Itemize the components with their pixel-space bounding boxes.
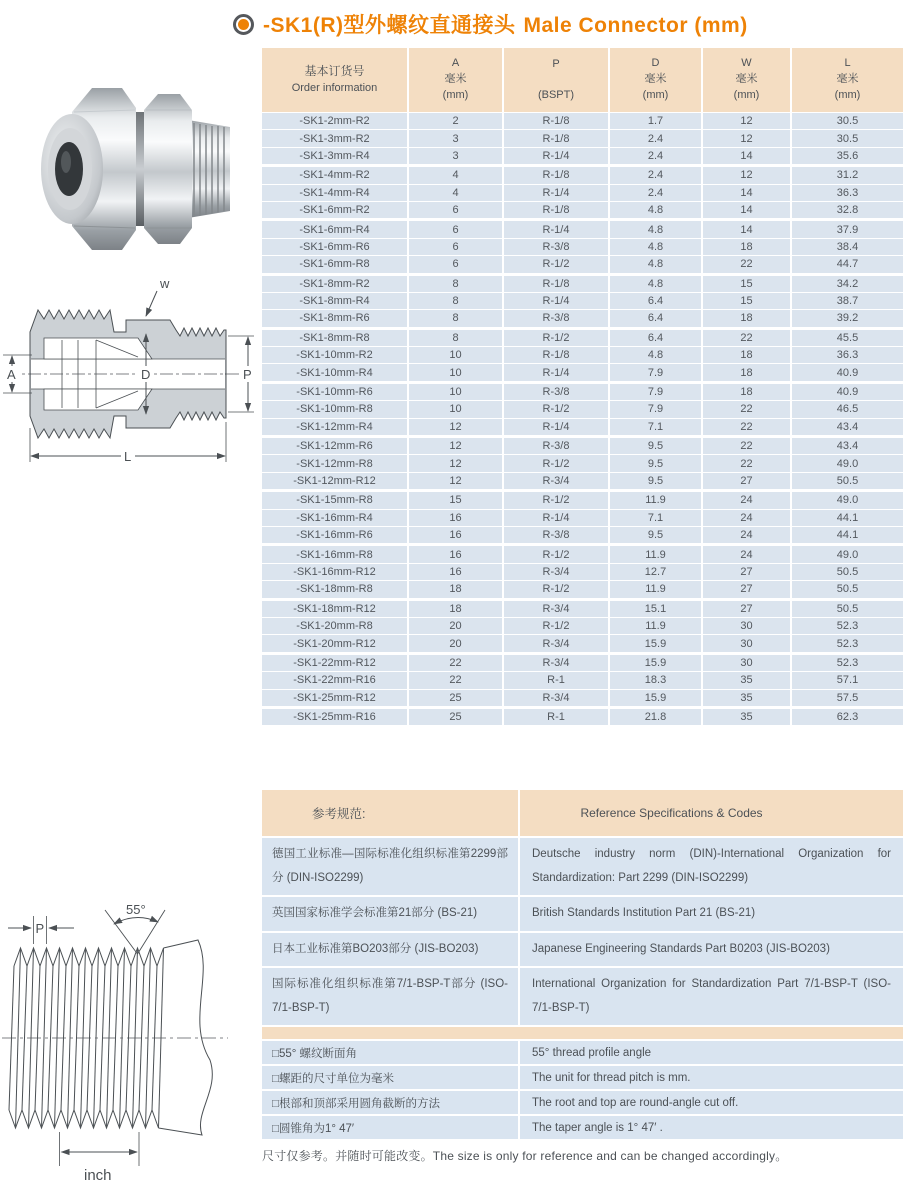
spec-cell: 49.0 [792, 546, 903, 562]
spec-cell: 18 [703, 310, 790, 326]
spec-cell: 18 [703, 347, 790, 363]
spec-row [262, 401, 903, 417]
spec-row [262, 455, 903, 471]
spec-cell: 37.9 [792, 221, 903, 237]
spec-row [262, 239, 903, 255]
spec-cell: 24 [703, 492, 790, 508]
spec-cell: 43.4 [792, 419, 903, 435]
spec-cell: R-1/2 [504, 546, 608, 562]
spec-cell: R-3/4 [504, 635, 608, 651]
spec-cell: 49.0 [792, 492, 903, 508]
disclaimer-text: 尺寸仅参考。并随时可能改变。The size is only for reference and can be changed accordingly。 [262, 1149, 788, 1164]
spec-cell: 39.2 [792, 310, 903, 326]
spec-row [262, 148, 903, 164]
product-photo [22, 64, 238, 281]
spec-cell: -SK1-16mm-R4 [262, 510, 407, 526]
note-row-en: The root and top are round-angle cut off. [520, 1091, 903, 1114]
spec-cell: 27 [703, 581, 790, 597]
spec-cell: 8 [409, 310, 502, 326]
spec-cell: 22 [409, 672, 502, 688]
spec-cell: 11.9 [610, 618, 701, 634]
spec-cell: 18 [703, 364, 790, 380]
spec-cell: -SK1-10mm-R8 [262, 401, 407, 417]
spec-cell: 4.8 [610, 276, 701, 292]
dim-label-w: w [160, 276, 170, 291]
spec-cell: 6 [409, 221, 502, 237]
spec-cell: 27 [703, 564, 790, 580]
spec-cell: 24 [703, 546, 790, 562]
spec-cell: 32.8 [792, 202, 903, 218]
spec-cell: -SK1-15mm-R8 [262, 492, 407, 508]
spec-cell: 6.4 [610, 330, 701, 346]
spec-cell: 52.3 [792, 635, 903, 651]
reference-divider [262, 1027, 903, 1039]
spec-cell: R-3/4 [504, 655, 608, 671]
spec-cell: 6 [409, 256, 502, 272]
spec-cell: R-1 [504, 709, 608, 725]
spec-cell: 24 [703, 510, 790, 526]
spec-cell: -SK1-22mm-R12 [262, 655, 407, 671]
spec-cell: -SK1-20mm-R12 [262, 635, 407, 651]
spec-cell: 30 [703, 635, 790, 651]
spec-cell: 44.7 [792, 256, 903, 272]
reference-header [262, 790, 903, 836]
spec-cell: -SK1-16mm-R8 [262, 546, 407, 562]
spec-cell: 15.9 [610, 655, 701, 671]
spec-cell: 44.1 [792, 527, 903, 543]
spec-cell: 6 [409, 239, 502, 255]
spec-cell: 27 [703, 601, 790, 617]
spec-cell: R-1 [504, 672, 608, 688]
spec-cell: 49.0 [792, 455, 903, 471]
spec-row [262, 492, 903, 508]
spec-cell: 4.8 [610, 239, 701, 255]
spec-cell: R-3/8 [504, 527, 608, 543]
spec-cell: 12 [409, 419, 502, 435]
spec-cell: 30.5 [792, 130, 903, 146]
spec-header-cell: 基本订货号 Order information [262, 48, 407, 112]
spec-cell: -SK1-6mm-R4 [262, 221, 407, 237]
spec-cell: R-1/2 [504, 618, 608, 634]
spec-cell: -SK1-8mm-R8 [262, 330, 407, 346]
spec-cell: 10 [409, 384, 502, 400]
spec-cell: 50.5 [792, 473, 903, 489]
spec-cell: 18 [409, 601, 502, 617]
spec-header-cell: W 毫米 (mm) [703, 48, 790, 112]
reference-row [262, 933, 903, 967]
spec-row [262, 473, 903, 489]
spec-cell: R-1/8 [504, 113, 608, 129]
spec-cell: 27 [703, 473, 790, 489]
reference-row [262, 968, 903, 1025]
spec-cell: 2.4 [610, 148, 701, 164]
spec-cell: 30 [703, 655, 790, 671]
spec-cell: 46.5 [792, 401, 903, 417]
spec-cell: 30 [703, 618, 790, 634]
spec-cell: 24 [703, 527, 790, 543]
spec-cell: -SK1-8mm-R2 [262, 276, 407, 292]
spec-cell: 15.1 [610, 601, 701, 617]
spec-cell: 9.5 [610, 438, 701, 454]
spec-cell: 22 [703, 256, 790, 272]
spec-row [262, 672, 903, 688]
spec-cell: -SK1-25mm-R16 [262, 709, 407, 725]
spec-cell: 21.8 [610, 709, 701, 725]
spec-cell: 52.3 [792, 618, 903, 634]
spec-cell: 12 [409, 473, 502, 489]
spec-cell: 16 [409, 564, 502, 580]
spec-row [262, 167, 903, 183]
spec-cell: 4 [409, 167, 502, 183]
thread-label-pitch: P [35, 921, 45, 936]
spec-cell: 14 [703, 148, 790, 164]
reference-notes [262, 1041, 903, 1139]
spec-row [262, 185, 903, 201]
dim-label-p: P [243, 367, 252, 382]
spec-row [262, 276, 903, 292]
note-row-en: The unit for thread pitch is mm. [520, 1066, 903, 1089]
note-row [262, 1066, 903, 1089]
spec-cell: 10 [409, 364, 502, 380]
spec-header-cell: L 毫米 (mm) [792, 48, 903, 112]
spec-cell: 50.5 [792, 564, 903, 580]
spec-row [262, 618, 903, 634]
spec-row [262, 330, 903, 346]
note-row-cn: □圆锥角为1° 47′ [262, 1116, 518, 1139]
spec-row [262, 347, 903, 363]
spec-cell: 40.9 [792, 364, 903, 380]
spec-row [262, 293, 903, 309]
spec-table-body [262, 113, 903, 725]
spec-cell: -SK1-6mm-R6 [262, 239, 407, 255]
spec-cell: -SK1-22mm-R16 [262, 672, 407, 688]
spec-cell: 36.3 [792, 185, 903, 201]
spec-cell: R-1/4 [504, 364, 608, 380]
spec-cell: 12 [409, 438, 502, 454]
spec-row [262, 419, 903, 435]
spec-cell: R-1/8 [504, 276, 608, 292]
spec-cell: R-1/2 [504, 256, 608, 272]
spec-cell: 18 [409, 581, 502, 597]
dim-label-d: D [141, 367, 151, 382]
spec-cell: R-1/2 [504, 492, 608, 508]
spec-cell: 8 [409, 276, 502, 292]
dim-label-a: A [7, 367, 16, 382]
spec-cell: -SK1-8mm-R4 [262, 293, 407, 309]
thread-label-inch: inch [84, 1167, 112, 1184]
spec-row [262, 546, 903, 562]
note-row [262, 1091, 903, 1114]
spec-cell: R-3/8 [504, 384, 608, 400]
spec-cell: 15 [703, 293, 790, 309]
page-title-text [263, 9, 748, 39]
spec-cell: 34.2 [792, 276, 903, 292]
spec-cell: 22 [703, 330, 790, 346]
spec-cell: 25 [409, 690, 502, 706]
spec-cell: -SK1-6mm-R2 [262, 202, 407, 218]
spec-row [262, 364, 903, 380]
spec-cell: -SK1-16mm-R12 [262, 564, 407, 580]
spec-cell: 4 [409, 185, 502, 201]
spec-row [262, 635, 903, 651]
title-en: Male Connector (mm) [523, 14, 748, 37]
spec-cell: 7.9 [610, 384, 701, 400]
spec-table [262, 48, 903, 726]
spec-cell: 9.5 [610, 473, 701, 489]
spec-cell: 1.7 [610, 113, 701, 129]
spec-cell: -SK1-12mm-R4 [262, 419, 407, 435]
spec-cell: 22 [703, 438, 790, 454]
spec-cell: R-1/4 [504, 221, 608, 237]
reference-header-en: Reference Specifications & Codes [520, 790, 903, 836]
spec-cell: R-1/2 [504, 330, 608, 346]
spec-cell: -SK1-25mm-R12 [262, 690, 407, 706]
spec-cell: 2.4 [610, 167, 701, 183]
spec-cell: 7.9 [610, 401, 701, 417]
note-row-cn: □螺距的尺寸单位为毫米 [262, 1066, 518, 1089]
spec-cell: 35 [703, 690, 790, 706]
spec-cell: 4.8 [610, 221, 701, 237]
spec-cell: 4.8 [610, 256, 701, 272]
spec-cell: -SK1-12mm-R12 [262, 473, 407, 489]
spec-row [262, 655, 903, 671]
spec-cell: 45.5 [792, 330, 903, 346]
reference-row-en: Japanese Engineering Standards Part B0203 (JIS-BO203) [520, 933, 903, 967]
spec-cell: 10 [409, 401, 502, 417]
spec-cell: 12 [703, 113, 790, 129]
spec-cell: 14 [703, 202, 790, 218]
spec-cell: 25 [409, 709, 502, 725]
spec-cell: 16 [409, 510, 502, 526]
spec-header-cell: D 毫米 (mm) [610, 48, 701, 112]
reference-row-en: International Organization for Standardization Part 7/1-BSP-T (ISO-7/1-BSP-T) [520, 968, 903, 1025]
spec-row [262, 256, 903, 272]
spec-cell: 15 [703, 276, 790, 292]
spec-cell: R-3/4 [504, 564, 608, 580]
spec-cell: 62.3 [792, 709, 903, 725]
thread-label-angle: 55° [126, 902, 146, 917]
spec-cell: -SK1-18mm-R8 [262, 581, 407, 597]
reference-header-cn: 参考规范: [262, 790, 518, 836]
spec-row [262, 601, 903, 617]
spec-cell: 2 [409, 113, 502, 129]
spec-cell: 7.1 [610, 419, 701, 435]
spec-row [262, 130, 903, 146]
spec-cell: 14 [703, 221, 790, 237]
reference-row-cn: 德国工业标准—国际标准化组织标准第2299部分 (DIN-ISO2299) [262, 838, 518, 895]
reference-row-cn: 日本工业标准第BO203部分 (JIS-BO203) [262, 933, 518, 967]
spec-cell: 4.8 [610, 202, 701, 218]
spec-cell: 12.7 [610, 564, 701, 580]
spec-cell: -SK1-12mm-R8 [262, 455, 407, 471]
spec-cell: 20 [409, 635, 502, 651]
spec-cell: 16 [409, 527, 502, 543]
spec-cell: 43.4 [792, 438, 903, 454]
spec-cell: 15 [409, 492, 502, 508]
spec-cell: -SK1-10mm-R2 [262, 347, 407, 363]
spec-cell: 16 [409, 546, 502, 562]
spec-cell: 35 [703, 709, 790, 725]
spec-cell: 12 [703, 167, 790, 183]
spec-cell: R-1/2 [504, 401, 608, 417]
spec-row [262, 564, 903, 580]
spec-cell: 35.6 [792, 148, 903, 164]
spec-cell: 7.1 [610, 510, 701, 526]
bullet-icon [233, 14, 254, 35]
spec-cell: 8 [409, 293, 502, 309]
spec-cell: 22 [703, 455, 790, 471]
spec-cell: -SK1-4mm-R2 [262, 167, 407, 183]
spec-row [262, 202, 903, 218]
thread-diagram [2, 890, 232, 1193]
spec-cell: 57.5 [792, 690, 903, 706]
spec-cell: 22 [409, 655, 502, 671]
spec-cell: 57.1 [792, 672, 903, 688]
note-row-cn: □55° 螺纹断面角 [262, 1041, 518, 1064]
spec-cell: 15.9 [610, 690, 701, 706]
title-cn: -SK1(R)型外螺纹直通接头 [263, 14, 516, 37]
spec-cell: 11.9 [610, 492, 701, 508]
spec-cell: 38.7 [792, 293, 903, 309]
spec-cell: -SK1-8mm-R6 [262, 310, 407, 326]
spec-cell: R-1/8 [504, 130, 608, 146]
spec-cell: 2.4 [610, 185, 701, 201]
spec-cell: 30.5 [792, 113, 903, 129]
spec-row [262, 438, 903, 454]
spec-cell: 31.2 [792, 167, 903, 183]
spec-cell: 22 [703, 401, 790, 417]
reference-rows [262, 838, 903, 1025]
spec-cell: 52.3 [792, 655, 903, 671]
spec-cell: 40.9 [792, 384, 903, 400]
spec-cell: -SK1-10mm-R6 [262, 384, 407, 400]
spec-cell: 11.9 [610, 581, 701, 597]
spec-cell: 4.8 [610, 347, 701, 363]
spec-row [262, 709, 903, 725]
spec-cell: R-3/4 [504, 473, 608, 489]
spec-row [262, 690, 903, 706]
spec-cell: R-3/8 [504, 310, 608, 326]
spec-row [262, 384, 903, 400]
spec-cell: 44.1 [792, 510, 903, 526]
spec-cell: 3 [409, 130, 502, 146]
spec-cell: R-1/2 [504, 581, 608, 597]
spec-cell: R-1/8 [504, 167, 608, 183]
spec-cell: R-1/4 [504, 510, 608, 526]
spec-cell: R-1/4 [504, 293, 608, 309]
spec-cell: R-3/8 [504, 438, 608, 454]
spec-cell: R-1/4 [504, 148, 608, 164]
reference-row-en: British Standards Institution Part 21 (BS-21) [520, 897, 903, 931]
spec-cell: 20 [409, 618, 502, 634]
spec-cell: 38.4 [792, 239, 903, 255]
spec-cell: -SK1-2mm-R2 [262, 113, 407, 129]
spec-cell: 11.9 [610, 546, 701, 562]
spec-cell: -SK1-3mm-R4 [262, 148, 407, 164]
spec-cell: 22 [703, 419, 790, 435]
spec-cell: -SK1-3mm-R2 [262, 130, 407, 146]
spec-cell: 18 [703, 384, 790, 400]
spec-cell: 18 [703, 239, 790, 255]
spec-cell: 8 [409, 330, 502, 346]
note-row-cn: □根部和顶部采用圆角截断的方法 [262, 1091, 518, 1114]
spec-cell: R-3/4 [504, 601, 608, 617]
spec-cell: 3 [409, 148, 502, 164]
spec-row [262, 310, 903, 326]
spec-cell: 36.3 [792, 347, 903, 363]
spec-cell: R-1/8 [504, 347, 608, 363]
spec-cell: -SK1-16mm-R6 [262, 527, 407, 543]
spec-cell: R-3/4 [504, 690, 608, 706]
spec-cell: 6.4 [610, 310, 701, 326]
spec-cell: 12 [409, 455, 502, 471]
spec-cell: R-1/4 [504, 419, 608, 435]
spec-cell: 6.4 [610, 293, 701, 309]
note-row-en: 55° thread profile angle [520, 1041, 903, 1064]
page-title [233, 9, 748, 39]
spec-cell: -SK1-4mm-R4 [262, 185, 407, 201]
spec-cell: 7.9 [610, 364, 701, 380]
spec-cell: -SK1-6mm-R8 [262, 256, 407, 272]
spec-cell: 14 [703, 185, 790, 201]
spec-row [262, 113, 903, 129]
dim-label-l: L [124, 449, 132, 464]
spec-cell: 9.5 [610, 527, 701, 543]
reference-row [262, 897, 903, 931]
spec-cell: 9.5 [610, 455, 701, 471]
spec-header-cell: P (BSPT) [504, 48, 608, 112]
spec-cell: R-3/8 [504, 239, 608, 255]
spec-cell: -SK1-10mm-R4 [262, 364, 407, 380]
reference-row-cn: 国际标准化组织标准第7/1-BSP-T部分 (ISO-7/1-BSP-T) [262, 968, 518, 1025]
note-row [262, 1041, 903, 1064]
spec-cell: 6 [409, 202, 502, 218]
reference-row [262, 838, 903, 895]
spec-cell: -SK1-20mm-R8 [262, 618, 407, 634]
spec-cell: R-1/8 [504, 202, 608, 218]
spec-row [262, 221, 903, 237]
note-row-en: The taper angle is 1° 47′ . [520, 1116, 903, 1139]
reference-row-cn: 英国国家标准学会标准第21部分 (BS-21) [262, 897, 518, 931]
spec-cell: 15.9 [610, 635, 701, 651]
reference-row-en: Deutsche industry norm (DIN)-International Organization for Standardization: Part 2299 (DIN-ISO2299) [520, 838, 903, 895]
spec-cell: 50.5 [792, 581, 903, 597]
spec-cell: R-1/4 [504, 185, 608, 201]
reference-section [262, 790, 903, 1164]
spec-table-header [262, 48, 903, 112]
spec-cell: 12 [703, 130, 790, 146]
spec-row [262, 581, 903, 597]
spec-row [262, 527, 903, 543]
spec-cell: -SK1-12mm-R6 [262, 438, 407, 454]
spec-cell: 10 [409, 347, 502, 363]
spec-cell: 50.5 [792, 601, 903, 617]
spec-cell: 18.3 [610, 672, 701, 688]
spec-cell: -SK1-18mm-R12 [262, 601, 407, 617]
note-row [262, 1116, 903, 1139]
spec-row [262, 510, 903, 526]
section-diagram [0, 270, 258, 487]
spec-cell: 2.4 [610, 130, 701, 146]
spec-cell: R-1/2 [504, 455, 608, 471]
spec-cell: 35 [703, 672, 790, 688]
spec-header-cell: A 毫米 (mm) [409, 48, 502, 112]
